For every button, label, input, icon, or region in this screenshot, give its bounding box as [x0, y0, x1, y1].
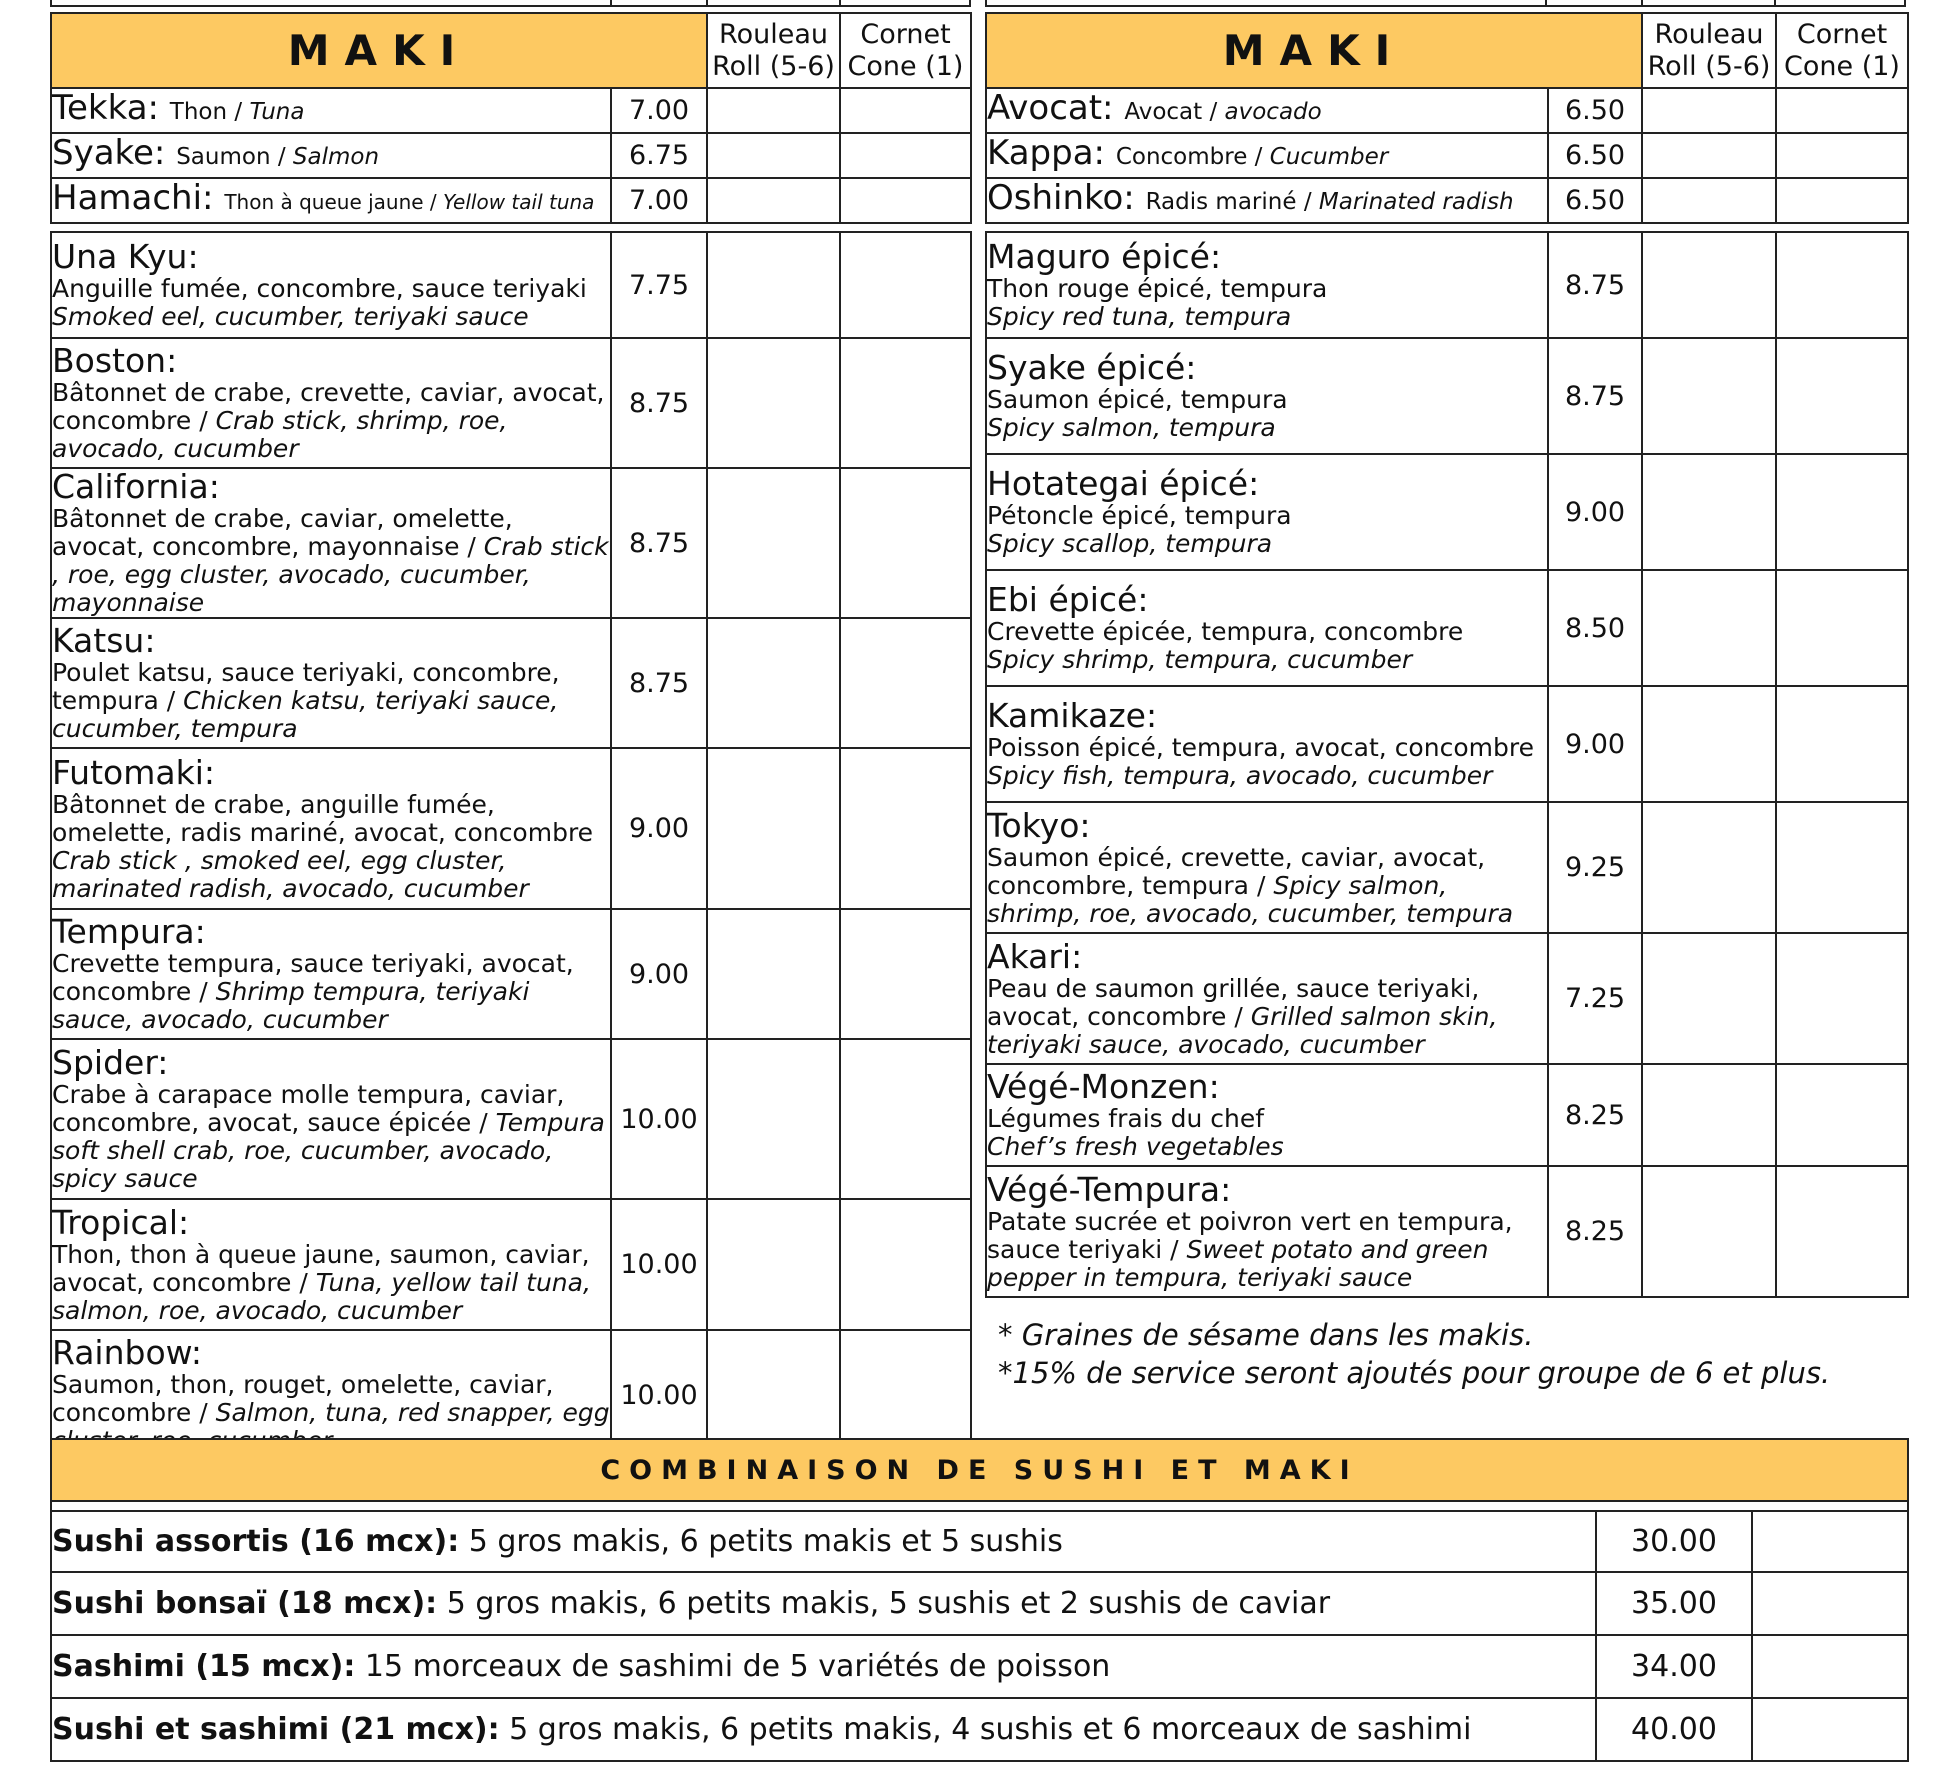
item-desc-fr: Saumon épicé, tempura	[987, 385, 1288, 414]
roll-qty-cell[interactable]	[707, 133, 840, 178]
item-desc-en: Salmon	[292, 144, 380, 170]
combo-name: Sushi assortis (16 mcx):	[52, 1524, 460, 1559]
cone-qty-cell[interactable]	[1776, 232, 1908, 338]
combo-row	[51, 1572, 1908, 1635]
combo-price: 34.00	[1596, 1635, 1752, 1698]
menu-item-row	[51, 909, 971, 1039]
roll-qty-cell[interactable]	[1642, 178, 1776, 223]
item-price: 9.00	[611, 748, 707, 909]
roll-qty-cell[interactable]	[1642, 933, 1776, 1064]
maki-table-right	[985, 12, 1909, 1298]
item-desc-fr: Peau de saumon grillée, sauce teriyaki, avocat, concombre /	[987, 973, 1480, 1031]
item-price: 7.25	[1548, 933, 1642, 1064]
cone-qty-cell[interactable]	[1776, 88, 1908, 133]
cone-qty-cell[interactable]	[840, 909, 971, 1039]
item-desc-en: Grilled salmon skin, teriyaki sauce, avocado, cucumber	[987, 1001, 1498, 1059]
roll-qty-cell[interactable]	[707, 909, 840, 1039]
menu-item-row	[51, 1199, 971, 1330]
item-desc-fr: Saumon épicé, crevette, caviar, avocat, concombre, tempura /	[987, 842, 1486, 900]
item-desc-fr: Bâtonnet de crabe, caviar, omelette, avocat, concombre, mayonnaise /	[52, 504, 513, 561]
menu-item-row	[51, 1039, 971, 1199]
item-desc-en: avocado	[1224, 99, 1322, 125]
menu-item-row	[986, 338, 1908, 454]
item-name: Spider:	[52, 1043, 169, 1082]
item-desc-en: Spicy fish, tempura, avocado, cucumber	[987, 761, 1493, 790]
maki-header-title: MAKI	[51, 13, 707, 88]
cone-qty-cell[interactable]	[840, 468, 971, 618]
combo-qty-cell[interactable]	[1752, 1511, 1908, 1572]
item-desc-fr: Crevette épicée, tempura, concombre	[987, 617, 1464, 646]
combo-price: 40.00	[1596, 1698, 1752, 1761]
item-desc-en: Marinated radish	[1318, 189, 1514, 215]
menu-item-row	[986, 1166, 1908, 1297]
roll-column-header: Rouleau Roll (5-6)	[1642, 13, 1776, 88]
cone-qty-cell[interactable]	[840, 1199, 971, 1330]
item-desc-en: Spicy scallop, tempura	[987, 529, 1273, 558]
item-name: Boston:	[52, 341, 178, 380]
item-desc-en: Crab stick, shrimp, roe, avocado, cucumber	[52, 406, 508, 463]
item-desc-en: Spicy red tuna, tempura	[987, 302, 1292, 331]
item-desc-en: Chef’s fresh vegetables	[987, 1132, 1284, 1161]
combo-qty-cell[interactable]	[1752, 1635, 1908, 1698]
item-desc-en: Shrimp tempura, teriyaki sauce, avocado, cucumber	[52, 977, 530, 1034]
item-desc-en: Smoked eel, cucumber, teriyaki sauce	[52, 302, 529, 331]
item-name: Avocat:	[987, 88, 1114, 128]
item-desc-fr: Radis mariné /	[1145, 189, 1312, 215]
item-desc-fr: Thon à queue jaune /	[224, 190, 437, 214]
item-name: Akari:	[987, 936, 1083, 976]
menu-item-row	[51, 468, 971, 618]
menu-item-row	[986, 88, 1908, 133]
item-price: 6.75	[611, 133, 707, 178]
combo-qty-cell[interactable]	[1752, 1572, 1908, 1635]
combo-header-title: COMBINAISON DE SUSHI ET MAKI	[51, 1439, 1908, 1501]
item-desc-en: Tuna	[249, 99, 305, 125]
combo-name: Sushi bonsaï (18 mcx):	[52, 1586, 438, 1621]
item-name: California:	[52, 467, 220, 506]
item-price: 9.00	[611, 909, 707, 1039]
cone-qty-cell[interactable]	[840, 1039, 971, 1199]
item-name: Tempura:	[52, 912, 206, 951]
item-desc-en: Crab stick , roe, egg cluster, avocado, cucumber, mayonnaise	[52, 532, 609, 617]
item-name: Tropical:	[52, 1202, 190, 1242]
menu-item-row	[51, 178, 971, 223]
cone-qty-cell[interactable]	[840, 338, 971, 468]
cone-qty-cell[interactable]	[840, 232, 971, 338]
roll-qty-cell[interactable]	[707, 338, 840, 468]
service-charge-note: *15% de service seront ajoutés pour groupe de 6 et plus.	[998, 1356, 1831, 1390]
roll-qty-cell[interactable]	[707, 232, 840, 338]
item-desc-en: Spicy salmon, shrimp, roe, avocado, cucumber, tempura	[987, 870, 1514, 928]
item-name: Hotategai épicé:	[987, 464, 1260, 503]
item-price: 10.00	[611, 1199, 707, 1330]
item-price: 8.75	[611, 468, 707, 618]
item-name: Una Kyu:	[52, 237, 199, 276]
menu-item-row	[51, 338, 971, 468]
menu-item-row	[986, 232, 1908, 338]
roll-qty-cell[interactable]	[1642, 570, 1776, 686]
item-name: Oshinko:	[987, 178, 1135, 218]
item-price: 8.75	[611, 618, 707, 748]
roll-qty-cell[interactable]	[707, 88, 840, 133]
cone-qty-cell[interactable]	[840, 748, 971, 909]
item-name: Katsu:	[52, 621, 156, 660]
menu-item-row	[986, 802, 1908, 933]
menu-item-row	[51, 232, 971, 338]
item-price: 10.00	[611, 1039, 707, 1199]
item-desc-fr: Bâtonnet de crabe, anguille fumée, omelette, radis mariné, avocat, concombre	[52, 789, 594, 847]
cone-qty-cell[interactable]	[840, 618, 971, 748]
item-desc-en: Chicken katsu, teriyaki sauce, cucumber, tempura	[52, 686, 559, 743]
cone-qty-cell[interactable]	[1776, 1064, 1908, 1166]
item-price: 6.50	[1548, 88, 1642, 133]
item-desc-fr: Concombre /	[1115, 144, 1263, 170]
item-price: 8.25	[1548, 1166, 1642, 1297]
item-desc-en: Crab stick , smoked eel, egg cluster, marinated radish, avocado, cucumber	[52, 845, 529, 903]
item-desc-en: Tuna, yellow tail tuna, salmon, roe, avocado, cucumber	[52, 1267, 591, 1325]
menu-item-row	[986, 178, 1908, 223]
roll-qty-cell[interactable]	[1642, 686, 1776, 802]
cone-qty-cell[interactable]	[1776, 178, 1908, 223]
roll-qty-cell[interactable]	[707, 178, 840, 223]
item-price: 8.25	[1548, 1064, 1642, 1166]
item-name: Rainbow:	[52, 1333, 202, 1372]
previous-table-strip-left	[50, 0, 971, 7]
roll-qty-cell[interactable]	[707, 1039, 840, 1199]
roll-qty-cell[interactable]	[1642, 338, 1776, 454]
combo-row	[51, 1698, 1908, 1761]
cone-qty-cell[interactable]	[840, 133, 971, 178]
menu-item-row	[51, 133, 971, 178]
item-price: 8.75	[611, 338, 707, 468]
item-desc-fr: Saumon /	[176, 144, 286, 170]
item-name: Syake épicé:	[987, 348, 1197, 387]
item-name: Végé-Tempura:	[987, 1169, 1232, 1209]
combo-description: 15 morceaux de sashimi de 5 variétés de poisson	[355, 1649, 1111, 1684]
cone-qty-cell[interactable]	[1776, 338, 1908, 454]
roll-qty-cell[interactable]	[707, 748, 840, 909]
combo-price: 30.00	[1596, 1511, 1752, 1572]
cone-qty-cell[interactable]	[840, 178, 971, 223]
item-desc-fr: Thon, thon à queue jaune, saumon, caviar, avocat, concombre /	[52, 1239, 590, 1297]
item-desc-fr: Pétoncle épicé, tempura	[987, 501, 1292, 530]
combo-price: 35.00	[1596, 1572, 1752, 1635]
item-name: Tekka:	[52, 88, 159, 128]
combo-description: 5 gros makis, 6 petits makis, 4 sushis et 6 morceaux de sashimi	[499, 1712, 1472, 1747]
roll-qty-cell[interactable]	[1642, 1064, 1776, 1166]
item-desc-en: Cucumber	[1269, 144, 1389, 170]
roll-qty-cell[interactable]	[1642, 232, 1776, 338]
item-desc-en: Spicy salmon, tempura	[987, 413, 1276, 442]
item-name: Végé-Monzen:	[987, 1067, 1220, 1106]
roll-column-header: Rouleau Roll (5-6)	[707, 13, 840, 88]
item-price: 7.00	[611, 88, 707, 133]
combo-qty-cell[interactable]	[1752, 1698, 1908, 1761]
item-desc-en: Yellow tail tuna	[443, 190, 595, 214]
cone-qty-cell[interactable]	[1776, 1166, 1908, 1297]
sesame-note: * Graines de sésame dans les makis.	[998, 1318, 1534, 1352]
item-price: 8.75	[1548, 338, 1642, 454]
roll-qty-cell[interactable]	[1642, 454, 1776, 570]
cone-column-header: Cornet Cone (1)	[840, 13, 971, 88]
maki-header-title: MAKI	[986, 13, 1642, 88]
item-price: 9.00	[1548, 686, 1642, 802]
menu-item-row	[986, 686, 1908, 802]
menu-item-row	[986, 133, 1908, 178]
item-desc-fr: Poulet katsu, sauce teriyaki, concombre, tempura /	[52, 658, 560, 715]
item-price: 9.25	[1548, 802, 1642, 933]
item-desc-fr: Thon rouge épicé, tempura	[987, 274, 1328, 303]
previous-table-strip-right	[985, 0, 1906, 7]
item-name: Kamikaze:	[987, 696, 1158, 735]
menu-item-row	[51, 618, 971, 748]
combo-description: 5 gros makis, 6 petits makis, 5 sushis et 2 sushis de caviar	[437, 1586, 1331, 1621]
menu-item-row	[986, 454, 1908, 570]
item-desc-fr: Patate sucrée et poivron vert en tempura, sauce teriyaki /	[987, 1206, 1513, 1264]
cone-qty-cell[interactable]	[1776, 933, 1908, 1064]
cone-column-header: Cornet Cone (1)	[1776, 13, 1908, 88]
menu-item-row	[986, 1064, 1908, 1166]
item-price: 7.75	[611, 232, 707, 338]
roll-qty-cell[interactable]	[1642, 802, 1776, 933]
combo-description: 5 gros makis, 6 petits makis et 5 sushis	[459, 1524, 1063, 1559]
roll-qty-cell[interactable]	[1642, 1166, 1776, 1297]
maki-table-left	[50, 12, 972, 1461]
item-price: 8.50	[1548, 570, 1642, 686]
item-desc-fr: Poisson épicé, tempura, avocat, concombre	[987, 733, 1534, 762]
combo-row	[51, 1511, 1908, 1572]
item-desc-en: Tempura soft shell crab, roe, cucumber, avocado, spicy sauce	[52, 1108, 605, 1193]
item-desc-fr: Légumes frais du chef	[987, 1104, 1265, 1133]
item-name: Ebi épicé:	[987, 580, 1149, 619]
roll-qty-cell[interactable]	[707, 468, 840, 618]
item-desc-fr: Avocat /	[1124, 99, 1218, 125]
item-desc-en: Salmon, tuna, red snapper, egg	[215, 1398, 610, 1427]
item-price: 10.00	[611, 1330, 707, 1460]
item-name: Tokyo:	[987, 805, 1091, 845]
cone-qty-cell[interactable]	[1776, 133, 1908, 178]
item-desc-fr: Thon /	[169, 99, 243, 125]
item-desc-fr: Bâtonnet de crabe, crevette, caviar, avocat, concombre /	[52, 378, 605, 435]
item-name: Futomaki:	[52, 752, 215, 792]
menu-item-row	[986, 570, 1908, 686]
item-price: 8.75	[1548, 232, 1642, 338]
roll-qty-cell[interactable]	[1642, 133, 1776, 178]
combo-name: Sashimi (15 mcx):	[52, 1649, 356, 1684]
item-desc-fr: Saumon, thon, rouget, omelette, caviar, concombre /	[52, 1370, 554, 1427]
menu-notes	[998, 1316, 1830, 1392]
cone-qty-cell[interactable]	[1776, 802, 1908, 933]
combo-row	[51, 1635, 1908, 1698]
item-price: 6.50	[1548, 133, 1642, 178]
combo-name: Sushi et sashimi (21 mcx):	[52, 1712, 500, 1747]
item-desc-en: Spicy shrimp, tempura, cucumber	[987, 645, 1413, 674]
menu-item-row	[51, 748, 971, 909]
item-desc-en: Sweet potato and green pepper in tempura, teriyaki sauce	[987, 1234, 1489, 1292]
item-desc-fr: Crevette tempura, sauce teriyaki, avocat, concombre /	[52, 949, 574, 1006]
menu-item-row	[51, 88, 971, 133]
item-name: Kappa:	[987, 133, 1105, 173]
item-price: 6.50	[1548, 178, 1642, 223]
item-price: 7.00	[611, 178, 707, 223]
item-desc-fr: Anguille fumée, concombre, sauce teriyaki	[52, 274, 587, 303]
cone-qty-cell[interactable]	[1776, 570, 1908, 686]
item-name: Hamachi:	[52, 178, 214, 218]
menu-item-row	[986, 933, 1908, 1064]
cone-qty-cell[interactable]	[840, 88, 971, 133]
roll-qty-cell[interactable]	[707, 618, 840, 748]
roll-qty-cell[interactable]	[707, 1199, 840, 1330]
item-name: Syake:	[52, 133, 166, 173]
item-price: 9.00	[1548, 454, 1642, 570]
roll-qty-cell[interactable]	[1642, 88, 1776, 133]
cone-qty-cell[interactable]	[1776, 686, 1908, 802]
item-name: Maguro épicé:	[987, 237, 1222, 276]
cone-qty-cell[interactable]	[1776, 454, 1908, 570]
item-desc-fr: Crabe à carapace molle tempura, caviar, concombre, avocat, sauce épicée /	[52, 1080, 565, 1137]
combo-table	[50, 1438, 1909, 1762]
